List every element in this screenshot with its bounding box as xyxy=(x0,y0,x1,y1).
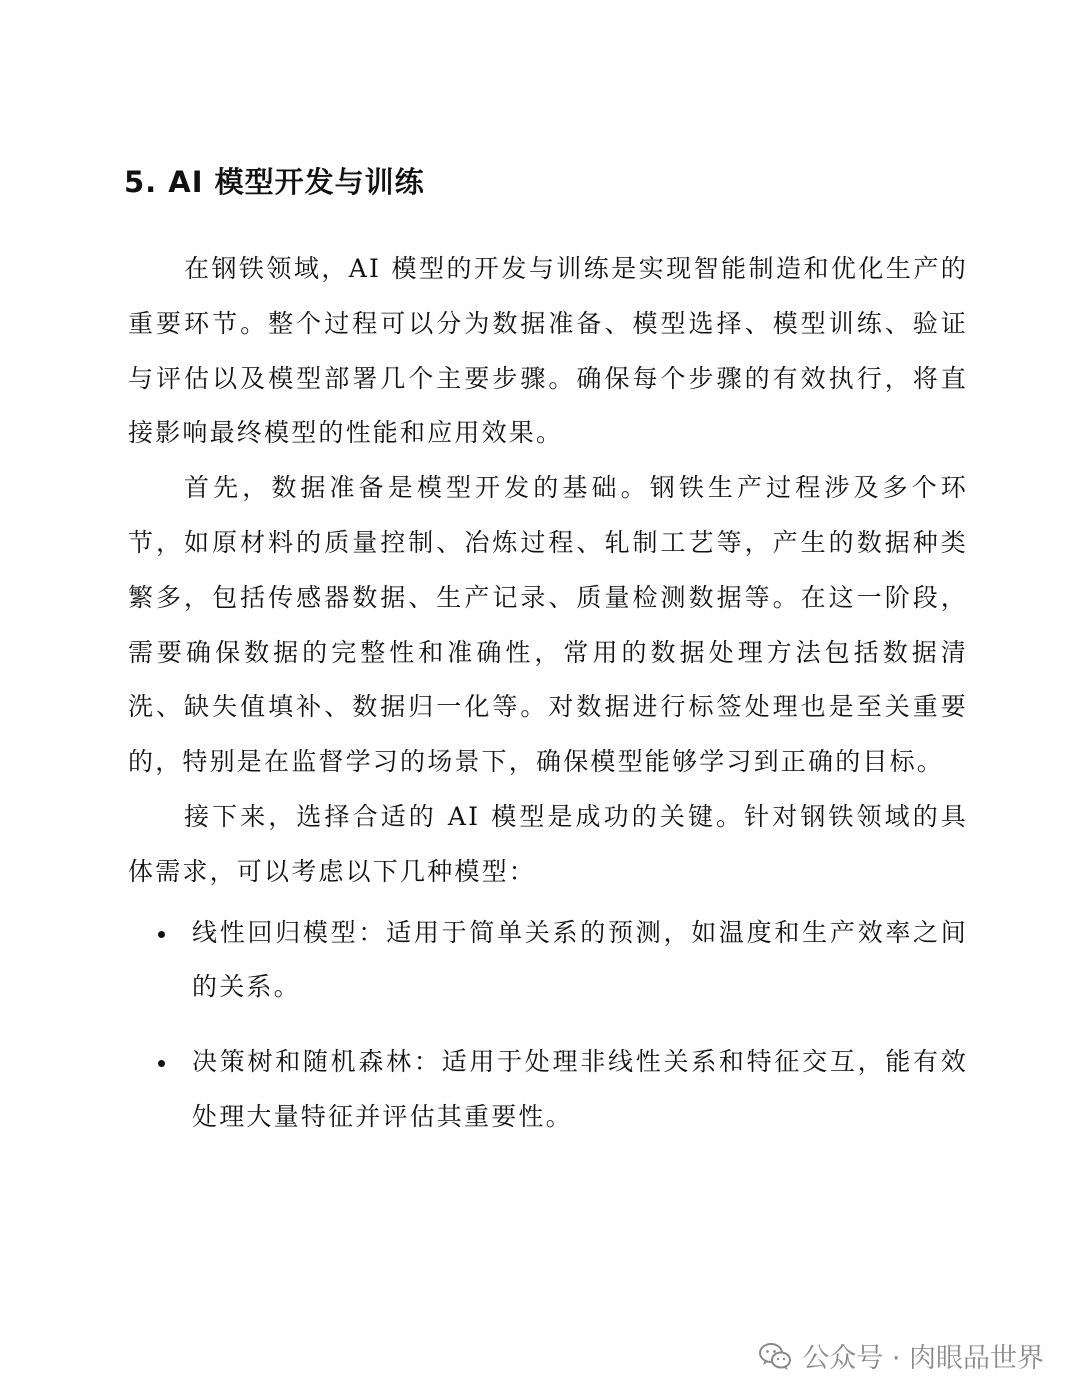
wechat-icon xyxy=(758,1339,792,1373)
bullet-icon xyxy=(158,931,165,938)
watermark-text: 公众号 · 肉眼品世界 xyxy=(802,1343,1044,1374)
watermark xyxy=(758,1336,1044,1375)
list-item xyxy=(128,906,968,1016)
list-item xyxy=(128,1035,968,1145)
section-heading: 5. AI 模型开发与训练 xyxy=(124,165,425,199)
model-list xyxy=(128,906,968,1145)
list-item-text: 决策树和随机森林：适用于处理非线性关系和特征交互，能有效处理大量特征并评估其重要性。 xyxy=(192,1047,968,1131)
list-item-text: 线性回归模型：适用于简单关系的预测，如温度和生产效率之间的关系。 xyxy=(192,917,968,1002)
paragraph-data-preparation: 首先，数据准备是模型开发的基础。钢铁生产过程涉及多个环节，如原材料的质量控制、冶炼过程、轧制工艺等，产生的数据种类繁多，包括传感器数据、生产记录、质量检测数据等。在这一阶段，需要确保数据的完整性和准确性，常用的数据处理方法包括数据清洗、缺失值填补、数据归一化等。对数据进行标签处理也是至关重要的，特别是在监督学习的场景下，确保模型能够学习到正确的目标。 xyxy=(128,473,968,777)
paragraph-intro: 在钢铁领域，AI 模型的开发与训练是实现智能制造和优化生产的重要环节。整个过程可以分为数据准备、模型选择、模型训练、验证与评估以及模型部署几个主要步骤。确保每个步骤的有效执行，将直接影响最终模型的性能和应用效果。 xyxy=(128,254,968,448)
bullet-icon xyxy=(158,1060,165,1067)
paragraph-model-selection: 接下来，选择合适的 AI 模型是成功的关键。针对钢铁领域的具体需求，可以考虑以下几种模型： xyxy=(128,801,968,886)
document-body xyxy=(128,242,968,1165)
